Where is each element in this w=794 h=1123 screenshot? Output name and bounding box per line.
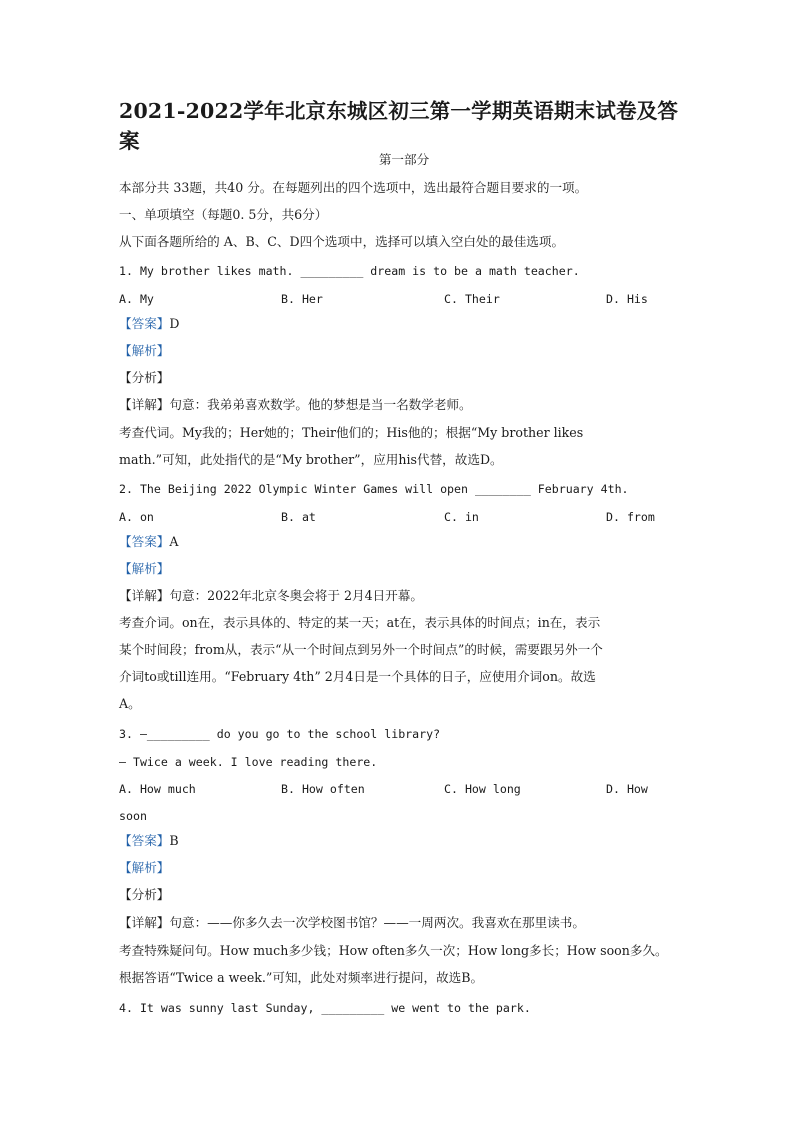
q2-answer-value: A: [169, 534, 179, 549]
detail-tag: 【详解】: [119, 397, 170, 412]
q3-analysis-tag: 【解析】: [119, 860, 170, 875]
q1-option-a: A. My: [119, 292, 154, 306]
q1-answer: [119, 315, 179, 333]
q2-explanation-2: 某个时间段；from从，表示“从一个时间点到另外一个时间点”的时候，需要跟另外一个: [119, 642, 603, 657]
q1-option-c: C. Their: [444, 292, 500, 306]
answer-tag: 【答案】: [119, 833, 170, 848]
q2-explanation-1: 考查介词。on在，表示具体的、特定的某一天；at在，表示具体的时间点；in在，表示: [119, 615, 601, 630]
q1-answer-value: D: [169, 316, 180, 331]
q3-answer-value: B: [169, 833, 179, 848]
q2-detail-text: 句意：2022年北京冬奥会将于 2月4日开幕。: [169, 588, 423, 603]
q3-option-b: B. How often: [281, 782, 365, 796]
answer-tag: 【答案】: [119, 534, 170, 549]
q3-detail: [119, 914, 585, 932]
q1-detail: [119, 396, 472, 414]
q1-explanation-1: 考查代词。My我的；Her她的；Their他们的；His他的；根据“My brother likes: [119, 425, 584, 440]
q2-option-d: D. from: [606, 510, 655, 524]
q1-fenxi-tag: 【分析】: [119, 370, 170, 385]
q2-explanation-4: A。: [119, 696, 141, 711]
section-heading: 一、单项填空（每题0. 5分，共6分）: [119, 207, 328, 222]
answer-tag: 【答案】: [119, 316, 170, 331]
q3-reply: — Twice a week. I love reading there.: [119, 755, 378, 769]
q4-stem: 4. It was sunny last Sunday, _________ we went to the park.: [119, 1001, 531, 1015]
q3-explanation-2: 根据答语“Twice a week.”可知，此处对频率进行提问，故选B。: [119, 970, 484, 985]
q1-stem: 1. My brother likes math. _________ dream is to be a math teacher.: [119, 264, 580, 278]
q3-option-d-wrap: soon: [119, 809, 147, 823]
q3-fenxi-tag: 【分析】: [119, 887, 170, 902]
q2-option-b: B. at: [281, 510, 316, 524]
q3-explanation-1: 考查特殊疑问句。How much多少钱；How often多久一次；How long多长；How soon多久。: [119, 943, 668, 958]
section-instruction: 从下面各题所给的 A、B、C、D四个选项中，选择可以填入空白处的最佳选项。: [119, 234, 565, 249]
q2-detail: [119, 587, 423, 605]
q2-analysis-tag: 【解析】: [119, 561, 170, 576]
title-line-2: 案: [119, 129, 140, 153]
q1-explanation-2: math.”可知，此处指代的是“My brother”，应用his代替，故选D。: [119, 452, 503, 467]
exam-title: [119, 96, 678, 156]
q2-option-c: C. in: [444, 510, 479, 524]
q2-option-a: A. on: [119, 510, 154, 524]
q3-option-a: A. How much: [119, 782, 196, 796]
q2-stem: 2. The Beijing 2022 Olympic Winter Games will open ________ February 4th.: [119, 482, 629, 496]
q3-detail-text: 句意：——你多久去一次学校图书馆？——一周两次。我喜欢在那里读书。: [169, 915, 585, 930]
q1-option-d: D. His: [606, 292, 648, 306]
q1-detail-text: 句意：我弟弟喜欢数学。他的梦想是当一名数学老师。: [169, 397, 472, 412]
q2-explanation-3: 介词to或till连用。“February 4th” 2月4日是一个具体的日子，应使用介词on。故选: [119, 669, 596, 684]
q3-option-c: C. How long: [444, 782, 521, 796]
detail-tag: 【详解】: [119, 588, 170, 603]
q3-answer: [119, 832, 179, 850]
q3-stem: 3. —_________ do you go to the school library?: [119, 727, 441, 741]
q2-answer: [119, 533, 178, 551]
detail-tag: 【详解】: [119, 915, 170, 930]
part-intro: 本部分共 33题，共40 分。在每题列出的四个选项中，选出最符合题目要求的一项。: [119, 180, 588, 195]
q3-option-d: D. How: [606, 782, 648, 796]
part-heading: 第一部分: [378, 152, 430, 167]
q1-analysis-tag: 【解析】: [119, 343, 170, 358]
q1-option-b: B. Her: [281, 292, 323, 306]
title-line-1: 2021-2022学年北京东城区初三第一学期英语期末试卷及答: [119, 99, 679, 123]
